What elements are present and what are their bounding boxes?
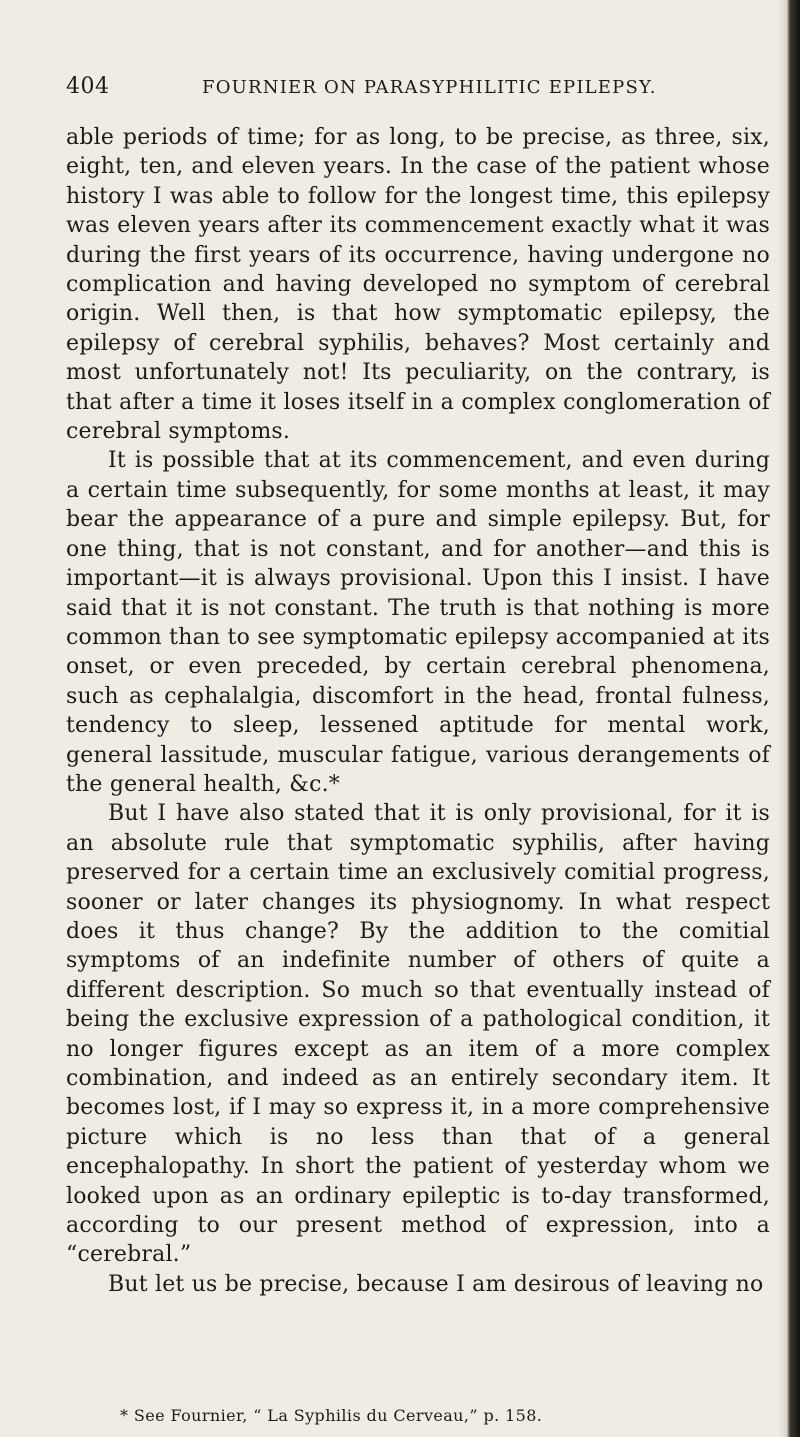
running-head — [66, 74, 756, 106]
running-title: FOURNIER ON PARASYPHILITIC EPILEPSY. — [202, 77, 657, 98]
footnote: * See Fournier, “ La Syphilis du Cerveau,” p. 158. — [120, 1406, 543, 1425]
paragraph-continuation: able periods of time; for as long, to be precise, as three, six, eight, ten, and eleven years. In the case of the patient whose history I was able to follow for the longest time, this epilepsy was eleven years after its commencement exactly what it was during the first years of its occurrence, having undergone no complication and having developed no symptom of cerebral origin. Well then, is that how symptomatic epilepsy, the epilepsy of cerebral syphilis, behaves? Most certainly and most unfortunately not! Its peculiarity, on the contrary, is that after a time it loses itself in a complex conglomeration of cerebral symptoms. — [66, 125, 770, 445]
paragraph-provisional: But I have also stated that it is only provisional, for it is an absolute rule that symptomatic syphilis, after having preserved for a certain time an exclusively comitial progress, sooner or later changes its physiognomy. In what respect does it thus change? By the addition to the comitial symptoms of an indefinite number of others of quite a different description. So much so that eventually instead of being the exclusive expression of a pathological condition, it no longer figures except as an item of a more complex combination, and indeed as an entirely secondary item. It becomes lost, if I may so express it, in a more comprehensive picture which is no less than that of a general encephalopathy. In short the patient of yesterday whom we looked upon as an ordinary epileptic is to-day transformed, according to our present method of expression, into a “cerebral.” — [66, 801, 770, 1268]
paragraph-possible-commencement: It is possible that at its commencement, and even during a certain time subsequently, for some months at least, it may bear the appearance of a pure and simple epilepsy. But, for one thing, that is not constant, and for another—and this is important—it is always provisional. Upon this I insist. I have said that it is not constant. The truth is that nothing is more common than to see symptomatic epilepsy accompanied at its onset, or even preceded, by certain cerebral phenomena, such as cephalalgia, discomfort in the head, frontal fulness, tendency to sleep, lessened aptitude for mental work, general lassitude, muscular fatigue, various derangements of the general health, &c.* — [66, 448, 770, 797]
page-number: 404 — [66, 74, 110, 99]
paragraph-be-precise: But let us be precise, because I am desirous of leaving no — [108, 1271, 764, 1297]
page-edge-shadow — [778, 0, 800, 1437]
body-text — [66, 123, 770, 1299]
